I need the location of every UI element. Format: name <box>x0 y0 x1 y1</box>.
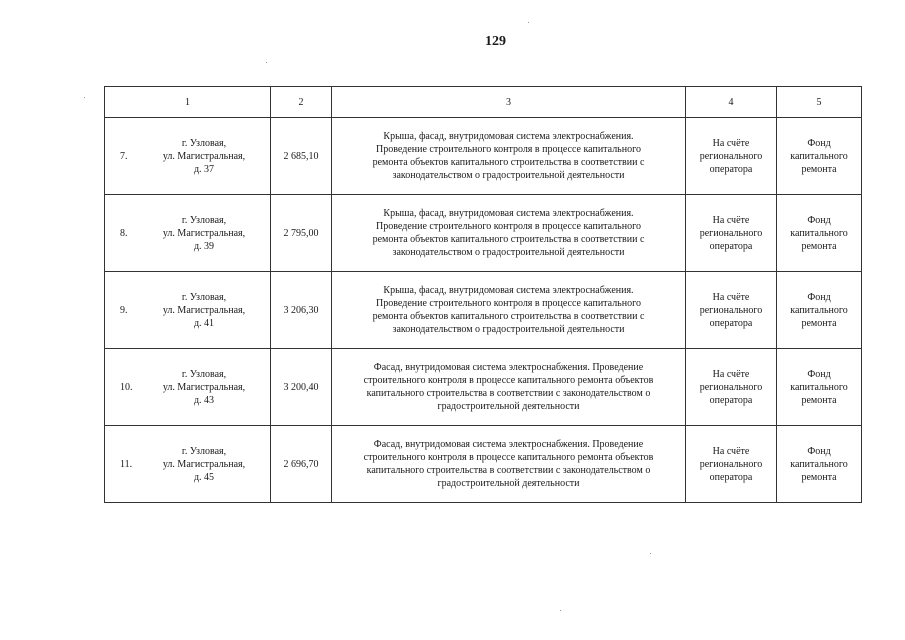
cost-cell: 3 200,40 <box>271 349 332 426</box>
account-line: оператора <box>709 163 753 175</box>
address-text <box>150 214 258 253</box>
table-header-row <box>105 87 862 118</box>
address-line: г. Узловая, <box>181 445 227 457</box>
account-type-cell <box>686 426 777 503</box>
source-line: капитального <box>790 304 848 316</box>
repair-program-table <box>104 86 862 503</box>
account-type-cell <box>686 195 777 272</box>
account-line: регионального <box>699 381 763 393</box>
account-line: регионального <box>699 150 763 162</box>
works-line: Фасад, внутридомовая система электроснабжения. Проведение <box>373 439 644 450</box>
source-line: ремонта <box>801 163 837 175</box>
works-line: Фасад, внутридомовая система электроснабжения. Проведение <box>373 362 644 373</box>
source-line: капитального <box>790 227 848 239</box>
account-line: регионального <box>699 458 763 470</box>
source-line: ремонта <box>801 317 837 329</box>
address-text <box>150 368 258 407</box>
cost-cell: 3 206,30 <box>271 272 332 349</box>
address-line: ул. Магистральная, <box>162 227 246 239</box>
works-description-cell <box>332 349 686 426</box>
address-line: ул. Магистральная, <box>162 304 246 316</box>
row-number: 9. <box>120 304 128 316</box>
works-line: капитального строительства в соответствии с законодательством о <box>366 388 651 399</box>
scan-speck <box>560 610 561 611</box>
funding-source-cell <box>777 195 862 272</box>
address-cell <box>105 272 271 349</box>
works-line: ремонта объектов капитального строительства в соответствии с <box>372 234 645 245</box>
account-line: На счёте <box>712 445 750 457</box>
address-cell <box>105 195 271 272</box>
works-line: законодательством о градостроительной деятельности <box>392 247 625 258</box>
scan-speck <box>650 553 651 554</box>
address-line: д. 43 <box>193 394 215 406</box>
account-type-cell <box>686 349 777 426</box>
works-line: строительного контроля в процессе капитального ремонта объектов <box>363 452 654 463</box>
row-number: 11. <box>120 458 133 470</box>
account-type-cell <box>686 118 777 195</box>
column-header-2: 2 <box>271 87 332 118</box>
cost-cell: 2 696,70 <box>271 426 332 503</box>
works-description-cell <box>332 118 686 195</box>
address-cell <box>105 426 271 503</box>
address-line: г. Узловая, <box>181 214 227 226</box>
account-line: оператора <box>709 394 753 406</box>
account-line: оператора <box>709 317 753 329</box>
account-line: оператора <box>709 240 753 252</box>
source-line: ремонта <box>801 240 837 252</box>
funding-source-cell <box>777 272 862 349</box>
source-line: Фонд <box>807 137 831 149</box>
works-description-cell <box>332 426 686 503</box>
address-line: г. Узловая, <box>181 137 227 149</box>
account-line: На счёте <box>712 368 750 380</box>
works-line: Крыша, фасад, внутридомовая система электроснабжения. <box>383 131 634 142</box>
works-line: законодательством о градостроительной деятельности <box>392 324 625 335</box>
source-line: Фонд <box>807 214 831 226</box>
works-description-cell <box>332 272 686 349</box>
address-text <box>150 445 258 484</box>
works-line: Крыша, фасад, внутридомовая система электроснабжения. <box>383 285 634 296</box>
source-line: ремонта <box>801 394 837 406</box>
table-row <box>105 349 862 426</box>
column-header-1: 1 <box>105 87 271 118</box>
cost-cell: 2 685,10 <box>271 118 332 195</box>
works-line: Проведение строительного контроля в процессе капитального <box>376 144 641 155</box>
works-line: градостроительной деятельности <box>437 478 580 489</box>
address-line: ул. Магистральная, <box>162 150 246 162</box>
column-header-3: 3 <box>332 87 686 118</box>
table-row <box>105 426 862 503</box>
funding-source-cell <box>777 426 862 503</box>
works-line: капитального строительства в соответствии с законодательством о <box>366 465 651 476</box>
works-line: градостроительной деятельности <box>437 401 580 412</box>
page-number: 129 <box>485 34 506 49</box>
row-number: 8. <box>120 227 128 239</box>
cost-cell: 2 795,00 <box>271 195 332 272</box>
scan-speck <box>84 97 85 98</box>
works-line: ремонта объектов капитального строительства в соответствии с <box>372 311 645 322</box>
source-line: капитального <box>790 458 848 470</box>
address-cell <box>105 349 271 426</box>
source-line: капитального <box>790 381 848 393</box>
account-line: оператора <box>709 471 753 483</box>
address-line: д. 45 <box>193 471 215 483</box>
address-line: д. 37 <box>193 163 215 175</box>
source-line: ремонта <box>801 471 837 483</box>
account-line: На счёте <box>712 291 750 303</box>
account-line: регионального <box>699 227 763 239</box>
address-text <box>150 291 258 330</box>
source-line: капитального <box>790 150 848 162</box>
scan-speck <box>266 62 267 63</box>
source-line: Фонд <box>807 368 831 380</box>
address-line: ул. Магистральная, <box>162 381 246 393</box>
funding-source-cell <box>777 349 862 426</box>
address-line: г. Узловая, <box>181 291 227 303</box>
address-cell <box>105 118 271 195</box>
works-line: ремонта объектов капитального строительства в соответствии с <box>372 157 645 168</box>
table-row <box>105 272 862 349</box>
column-header-4: 4 <box>686 87 777 118</box>
source-line: Фонд <box>807 445 831 457</box>
scan-speck <box>528 22 529 23</box>
works-line: Крыша, фасад, внутридомовая система электроснабжения. <box>383 208 634 219</box>
works-line: Проведение строительного контроля в процессе капитального <box>376 221 641 232</box>
account-line: На счёте <box>712 214 750 226</box>
table-row <box>105 118 862 195</box>
row-number: 7. <box>120 150 128 162</box>
address-line: ул. Магистральная, <box>162 458 246 470</box>
address-line: г. Узловая, <box>181 368 227 380</box>
works-line: законодательством о градостроительной деятельности <box>392 170 625 181</box>
works-line: строительного контроля в процессе капитального ремонта объектов <box>363 375 654 386</box>
account-type-cell <box>686 272 777 349</box>
address-line: д. 39 <box>193 240 215 252</box>
address-text <box>150 137 258 176</box>
works-line: Проведение строительного контроля в процессе капитального <box>376 298 641 309</box>
account-line: регионального <box>699 304 763 316</box>
funding-source-cell <box>777 118 862 195</box>
column-header-5: 5 <box>777 87 862 118</box>
works-description-cell <box>332 195 686 272</box>
source-line: Фонд <box>807 291 831 303</box>
table-row <box>105 195 862 272</box>
row-number: 10. <box>120 381 133 393</box>
account-line: На счёте <box>712 137 750 149</box>
address-line: д. 41 <box>193 317 215 329</box>
